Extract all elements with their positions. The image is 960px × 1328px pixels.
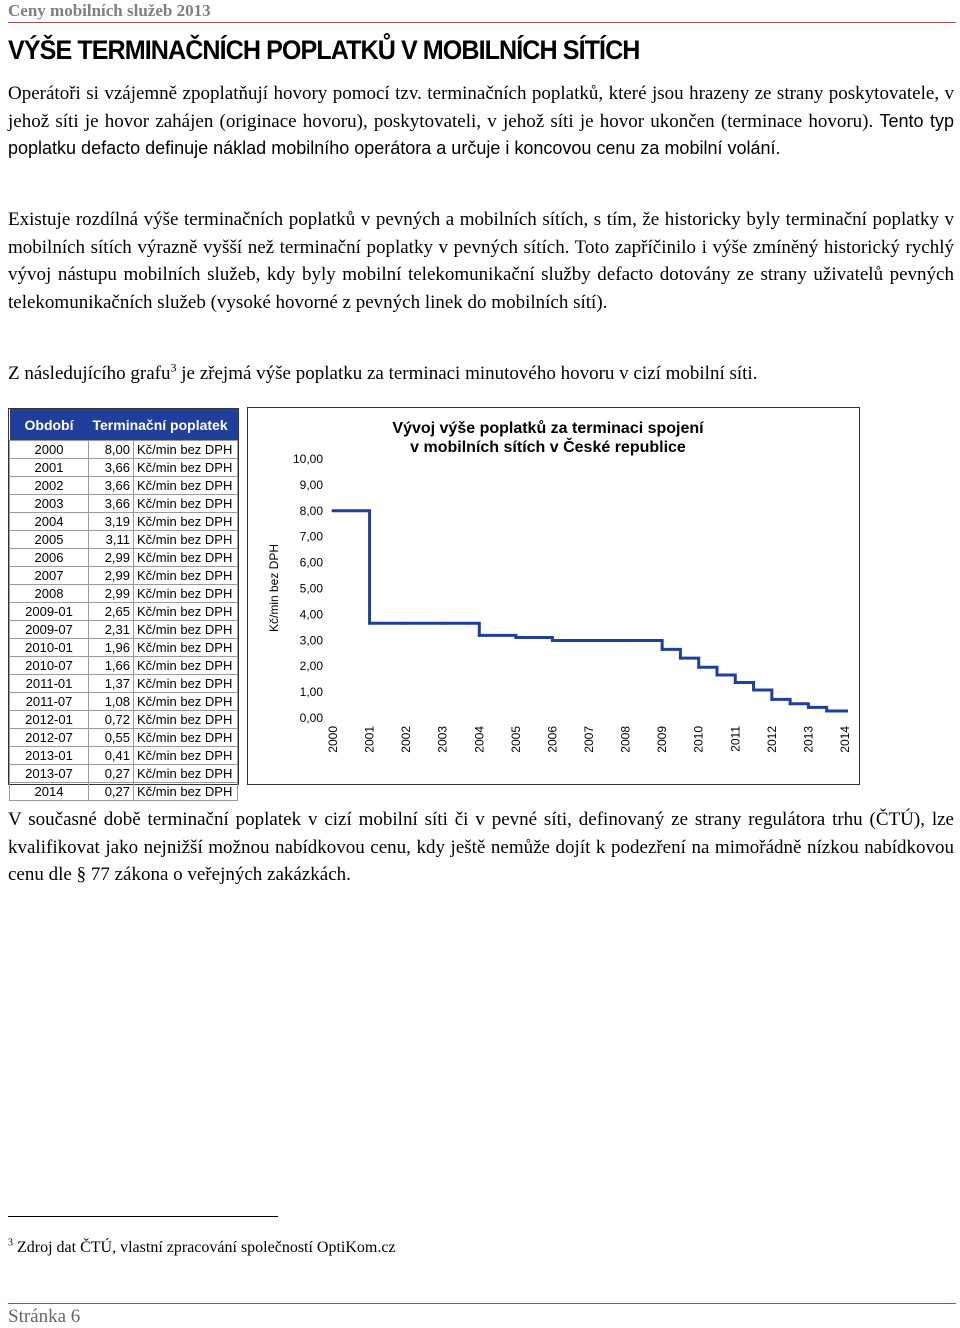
cell-unit: Kč/min bez DPH — [134, 495, 238, 513]
cell-period: 2000 — [10, 441, 89, 459]
cell-period: 2013-01 — [10, 747, 89, 765]
cell-fee: 1,08 — [89, 693, 134, 711]
data-point — [551, 639, 554, 642]
y-tick-label: 1,00 — [299, 685, 323, 700]
x-tick-label: 2009 — [655, 726, 670, 753]
x-tick-label: 2003 — [435, 726, 450, 753]
cell-fee: 0,72 — [89, 711, 134, 729]
data-point — [807, 706, 810, 709]
cell-period: 2014 — [10, 783, 89, 801]
rates-table-container — [8, 408, 239, 799]
table-row — [10, 549, 238, 567]
cell-fee: 3,66 — [89, 477, 134, 495]
cell-period: 2003 — [10, 495, 89, 513]
chart-title-line-2: v mobilních sítích v České republice — [410, 439, 686, 456]
table-row — [10, 783, 238, 801]
footnote-divider — [8, 1216, 278, 1217]
x-tick-label: 2005 — [508, 726, 523, 753]
data-point — [588, 639, 591, 642]
paragraph-intro — [8, 80, 954, 163]
cell-unit: Kč/min bez DPH — [134, 477, 238, 495]
cell-fee: 2,65 — [89, 603, 134, 621]
cell-period: 2004 — [10, 513, 89, 531]
x-tick-label: 2011 — [728, 726, 743, 752]
cell-period: 2010-01 — [10, 639, 89, 657]
cell-period: 2005 — [10, 531, 89, 549]
chart-marks — [332, 509, 849, 712]
paragraph-intro-serif: Operátoři si vzájemně zpoplatňují hovory pomocí tzv. terminačních poplatků, které jsou hrazeny ze strany poskytovatele, v jehož síti je hovor zahájen (originace hovoru), poskytovateli, v jehož síti je hovor ukončen (terminace hovoru). — [8, 83, 954, 132]
x-tick-label: 2006 — [545, 726, 560, 753]
table-row — [10, 531, 238, 549]
cell-fee: 2,31 — [89, 621, 134, 639]
cell-fee: 1,37 — [89, 675, 134, 693]
table-row — [10, 459, 238, 477]
data-point — [789, 702, 792, 705]
x-tick-label: 2014 — [838, 726, 852, 753]
x-tick-label: 2007 — [582, 726, 596, 753]
x-tick-label: 2002 — [399, 726, 414, 753]
y-tick-label: 4,00 — [299, 607, 323, 622]
footnote-text: Zdroj dat ČTÚ, vlastní zpracování společností OptiKom.cz — [17, 1239, 396, 1256]
cell-fee: 8,00 — [89, 441, 134, 459]
table-row — [10, 585, 238, 603]
cell-unit: Kč/min bez DPH — [134, 783, 238, 801]
table-row — [10, 711, 238, 729]
cell-period: 2009-01 — [10, 603, 89, 621]
chart-axes — [293, 452, 852, 753]
table-row — [10, 657, 238, 675]
table-row — [10, 603, 238, 621]
data-point — [844, 710, 847, 713]
y-tick-label: 9,00 — [299, 477, 323, 492]
cell-period: 2002 — [10, 477, 89, 495]
cell-unit: Kč/min bez DPH — [134, 513, 238, 531]
footer-divider — [8, 1303, 956, 1304]
data-point — [332, 509, 335, 512]
table-row — [10, 675, 238, 693]
table-row — [10, 639, 238, 657]
data-point — [514, 636, 517, 639]
table-header-row — [10, 409, 238, 441]
cell-unit: Kč/min bez DPH — [134, 693, 238, 711]
table-row — [10, 477, 238, 495]
cell-fee: 0,27 — [89, 765, 134, 783]
table-row — [10, 747, 238, 765]
cell-period: 2001 — [10, 459, 89, 477]
cell-fee: 1,96 — [89, 639, 134, 657]
cell-fee: 3,11 — [89, 531, 134, 549]
table-row — [10, 495, 238, 513]
x-tick-label: 2010 — [691, 726, 706, 753]
cell-fee: 3,19 — [89, 513, 134, 531]
running-header: Ceny mobilních služeb 2013 — [8, 0, 956, 23]
x-tick-label: 2008 — [618, 726, 633, 753]
y-tick-label: 2,00 — [299, 659, 323, 674]
y-tick-label: 7,00 — [299, 529, 323, 544]
paragraph-chart-ref — [8, 360, 954, 388]
y-tick-label: 5,00 — [299, 581, 323, 596]
cell-period: 2008 — [10, 585, 89, 603]
cell-fee: 2,99 — [89, 549, 134, 567]
header-fee: Terminační poplatek — [89, 409, 238, 441]
termination-fee-chart — [248, 408, 859, 784]
data-point — [679, 657, 682, 660]
data-point — [661, 648, 664, 651]
cell-fee: 0,55 — [89, 729, 134, 747]
cell-period: 2006 — [10, 549, 89, 567]
footnote-mark: 3 — [8, 1237, 13, 1249]
chart-container — [247, 407, 860, 785]
cell-unit: Kč/min bez DPH — [134, 585, 238, 603]
cell-unit: Kč/min bez DPH — [134, 531, 238, 549]
cell-fee: 0,27 — [89, 783, 134, 801]
table-row — [10, 693, 238, 711]
cell-period: 2010-07 — [10, 657, 89, 675]
data-point — [624, 639, 627, 642]
data-point — [716, 674, 719, 677]
table-row — [10, 441, 238, 459]
x-tick-label: 2000 — [326, 726, 340, 753]
cell-unit: Kč/min bez DPH — [134, 765, 238, 783]
cell-unit: Kč/min bez DPH — [134, 459, 238, 477]
cell-period: 2011-07 — [10, 693, 89, 711]
cell-fee: 0,41 — [89, 747, 134, 765]
paragraph-current: V současné době terminační poplatek v cizí mobilní síti či v pevné síti, definovaný ze strany regulátora trhu (ČTÚ), lze kvalifikovat jako nejnižší možnou nabídkovou cenu, kdy ještě nemůže dojít k podezření na mimořádně nízkou nabídkovou cenu dle § 77 zákona o veřejných zakázkách. — [8, 809, 954, 885]
chart-ref-after: je zřejmá výše poplatku za terminaci minutového hovoru v cizí mobilní síti. — [176, 363, 758, 384]
y-tick-label: 8,00 — [299, 503, 323, 518]
data-point — [752, 689, 755, 692]
cell-unit: Kč/min bez DPH — [134, 549, 238, 567]
x-tick-label: 2013 — [801, 726, 816, 753]
data-point — [825, 710, 828, 713]
data-point — [697, 666, 700, 669]
cell-period: 2013-07 — [10, 765, 89, 783]
footnote-ref[interactable]: 3 — [170, 360, 177, 375]
series-line — [333, 511, 848, 711]
y-axis-title: Kč/min bez DPH — [267, 543, 281, 633]
cell-unit: Kč/min bez DPH — [134, 729, 238, 747]
cell-period: 2011-01 — [10, 675, 89, 693]
cell-fee: 3,66 — [89, 495, 134, 513]
x-tick-label: 2012 — [764, 726, 779, 753]
table-row — [10, 621, 238, 639]
chart-ref-before: Z následujícího grafu — [8, 363, 171, 384]
data-point — [770, 698, 773, 701]
y-tick-label: 0,00 — [299, 711, 323, 725]
table-row — [10, 513, 238, 531]
cell-unit: Kč/min bez DPH — [134, 621, 238, 639]
data-point — [368, 622, 371, 625]
cell-period: 2007 — [10, 567, 89, 585]
cell-unit: Kč/min bez DPH — [134, 567, 238, 585]
table-row — [10, 567, 238, 585]
paragraph-history: Existuje rozdílná výše terminačních poplatků v pevných a mobilních sítích, s tím, že historicky byly terminační poplatky v mobilních sítích výrazně vyšší než terminační poplatky v pevných sítích. Toto zapříčinilo i výše zmíněný historický rychlý vývoj nástupu mobilních služeb, kdy byly mobilní telekomunikační služby defacto dotovány ze strany uživatelů pevných telekomunikačních služeb (vysoké hovorné z pevných linek do mobilních sítí). — [8, 209, 954, 313]
rates-table-body — [10, 441, 238, 801]
cell-unit: Kč/min bez DPH — [134, 603, 238, 621]
cell-period: 2009-07 — [10, 621, 89, 639]
data-point — [478, 634, 481, 637]
data-point — [734, 681, 737, 684]
cell-unit: Kč/min bez DPH — [134, 747, 238, 765]
x-tick-label: 2001 — [362, 726, 377, 753]
page-number: Stránka 6 — [8, 1306, 81, 1327]
cell-period: 2012-07 — [10, 729, 89, 747]
cell-period: 2012-01 — [10, 711, 89, 729]
cell-unit: Kč/min bez DPH — [134, 657, 238, 675]
rates-table — [9, 409, 238, 801]
footnote — [8, 1238, 396, 1258]
data-point — [441, 622, 444, 625]
cell-unit: Kč/min bez DPH — [134, 441, 238, 459]
cell-unit: Kč/min bez DPH — [134, 639, 238, 657]
y-tick-label: 6,00 — [299, 555, 323, 570]
cell-unit: Kč/min bez DPH — [134, 675, 238, 693]
paragraph-intro-sans: Tento typ poplatku defacto definuje náklad mobilního operátora a určuje i koncovou cenu za mobilní volání. — [8, 110, 955, 158]
x-tick-label: 2004 — [472, 726, 487, 753]
cell-unit: Kč/min bez DPH — [134, 711, 238, 729]
cell-fee: 3,66 — [89, 459, 134, 477]
cell-fee: 1,66 — [89, 657, 134, 675]
y-tick-label: 10,00 — [292, 452, 323, 466]
cell-fee: 2,99 — [89, 585, 134, 603]
chart-title-line-1: Vývoj výše poplatků za terminaci spojení — [392, 420, 704, 437]
y-tick-label: 3,00 — [299, 633, 323, 648]
table-row — [10, 729, 238, 747]
header-period: Období — [10, 409, 89, 441]
table-row — [10, 765, 238, 783]
cell-fee: 2,99 — [89, 567, 134, 585]
page-title: VÝŠE TERMINAČNÍCH POPLATKŮ V MOBILNÍCH SÍTÍCH — [8, 35, 640, 65]
data-point — [405, 622, 408, 625]
